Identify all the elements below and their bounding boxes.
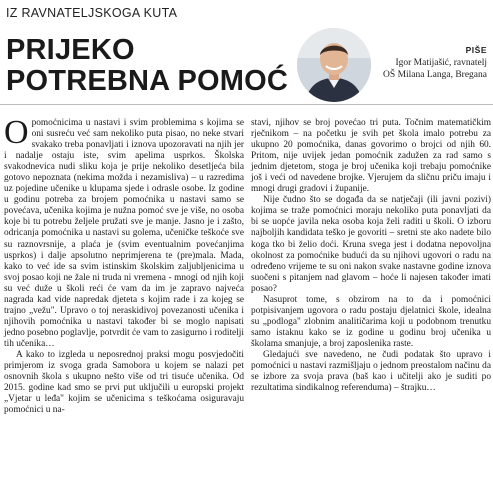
article-column-right: [251, 118, 491, 394]
byline: [367, 44, 487, 81]
header-divider: [0, 104, 493, 105]
headline-line-1: PRIJEKO: [6, 34, 135, 66]
drop-cap: O: [4, 114, 29, 151]
headline-line-2: POTREBNA POMOĆ: [6, 65, 289, 97]
paragraph: Nije čudno što se događa da se natječaji (ili javni pozivi) kojima se traže pomoćnici moraju nekoliko puta ponavljati da bi se uopće javila neka osoba koja želi raditi u školi. O izboru najboljih kandidata teško je govoriti – sretni ste ako nadete bilo koga tko bi želio doći. Kruna svega jest i dodatna nepovoljna okolnost za pomoćnike budući da su njihovi ugovori o radu na određeno vrijeme te su oni nakon svake nastavne godine iznova suočeni s pitanjem nad glavom – hoće li najesen također imati posao?: [251, 195, 491, 294]
paragraph: Nasuprot tome, s obzirom na to da i pomoćnici potpisivanjem ugovora o radu postaju djelatnici škole, idealna su „podloga" zlobnim analitičarima koji u podobnom trenutku samo istaknu kako se iz godine u godinu broj učenika u školama smanjuje, a broj zaposlenika raste.: [251, 294, 491, 349]
byline-label: PIŠE: [465, 45, 487, 55]
section-label: IZ RAVNATELJSKOGA KUTA: [6, 6, 178, 20]
author-photo: [297, 28, 371, 102]
author-portrait-icon: [297, 28, 371, 102]
paragraph: stavi, njihov se broj povećao tri puta. Točnim matematičkim rječnikom – na početku je svih pet škola imalo potrebu za ukupno 20 pomoćnika, danas govorimo o brojci od njih 60. Pritom, nije uvijek jedan pomoćnik zadužen za rad samo s jednim djetetom, stoga je broj učenika koji trebaju pomoćnike još i veći od navedene brojke. Vjerujem da sličnu priču imaju i mnogi drugi gradovi i županije.: [251, 118, 491, 195]
article-column-left: [4, 114, 244, 416]
paragraph: A kako to izgleda u neposrednoj praksi mogu posvjedočiti primjerom iz svoga grada Samobora u kojem se nalazi pet osnovnih škola s ukupno nešto više od tri tisuće učenika. Od 2015. godine kad smo se prvi put uključili u europski projekt „Vjetar u leđa" kojim se učenicima s teškoćama osiguravaju pomoćnici u na-: [4, 349, 244, 416]
author-school: OŠ Milana Langa, Bregana: [383, 70, 487, 80]
author-name: Igor Matijašić, ravnatelj: [395, 58, 487, 68]
headline: [6, 35, 288, 97]
paragraph: [4, 114, 244, 350]
paragraph: Gledajući sve navedeno, ne čudi podatak što upravo i pomoćnici u nastavi razmišljaju o jednom preostalom načinu da se izbore za svoja prava (baš kao i učitelji ako je suditi po rezultatima sindikalnog referenduma) – štrajku…: [251, 349, 491, 394]
paragraph-text: pomoćnicima u nastavi i svim problemima s kojima se oni susreću već sam nekoliko puta pisao, no neke stvari svakako treba ponavljati i iznova upozoravati na njih jer i nadalje ostaju iste, svim apelima usprkos. Školska svakodnevica nudi sliku koja je prije nekoliko desetljeća bila gotovo nepoznata (nekima možda i nezamisliva) – u razredima uz pojedine učenike u klupama sjede i odrasle osobe. Iz godine u godinu potreba za brojem pomoćnika u nastavi samo se povećava, učenika kojima je nužna pomoć sve je više, no osoba koje bi tu potrebu željele pružati sve je manje. Jasno je i zašto, odricanja pomoćnika u nastavi su golema, učeničke teškoće sve su raznovrsnije, a plaća je (svim eventualnim povećanjima usprkos) i dalje apsolutno neprimjerena te (pre)mala. Mada, kako to već ide sa svim istinskim školskim zaljubljenicima u svoj posao koji ne žale ni truda ni vremena - mnogi od njih koji su već duže u školi reći će vam da im je zapravo najveća nagrada kad vide napredak djeteta s kojim rade i za kojeg se trajno „vežu". Upravo o toj neraskidivoj povezanosti učenika i njihovih pomoćnika u nastavi također bi se moglo napisati jedno posebno poglavlje, potvrdit će vam to zasigurno i roditelji tih učenika…: [4, 118, 244, 349]
